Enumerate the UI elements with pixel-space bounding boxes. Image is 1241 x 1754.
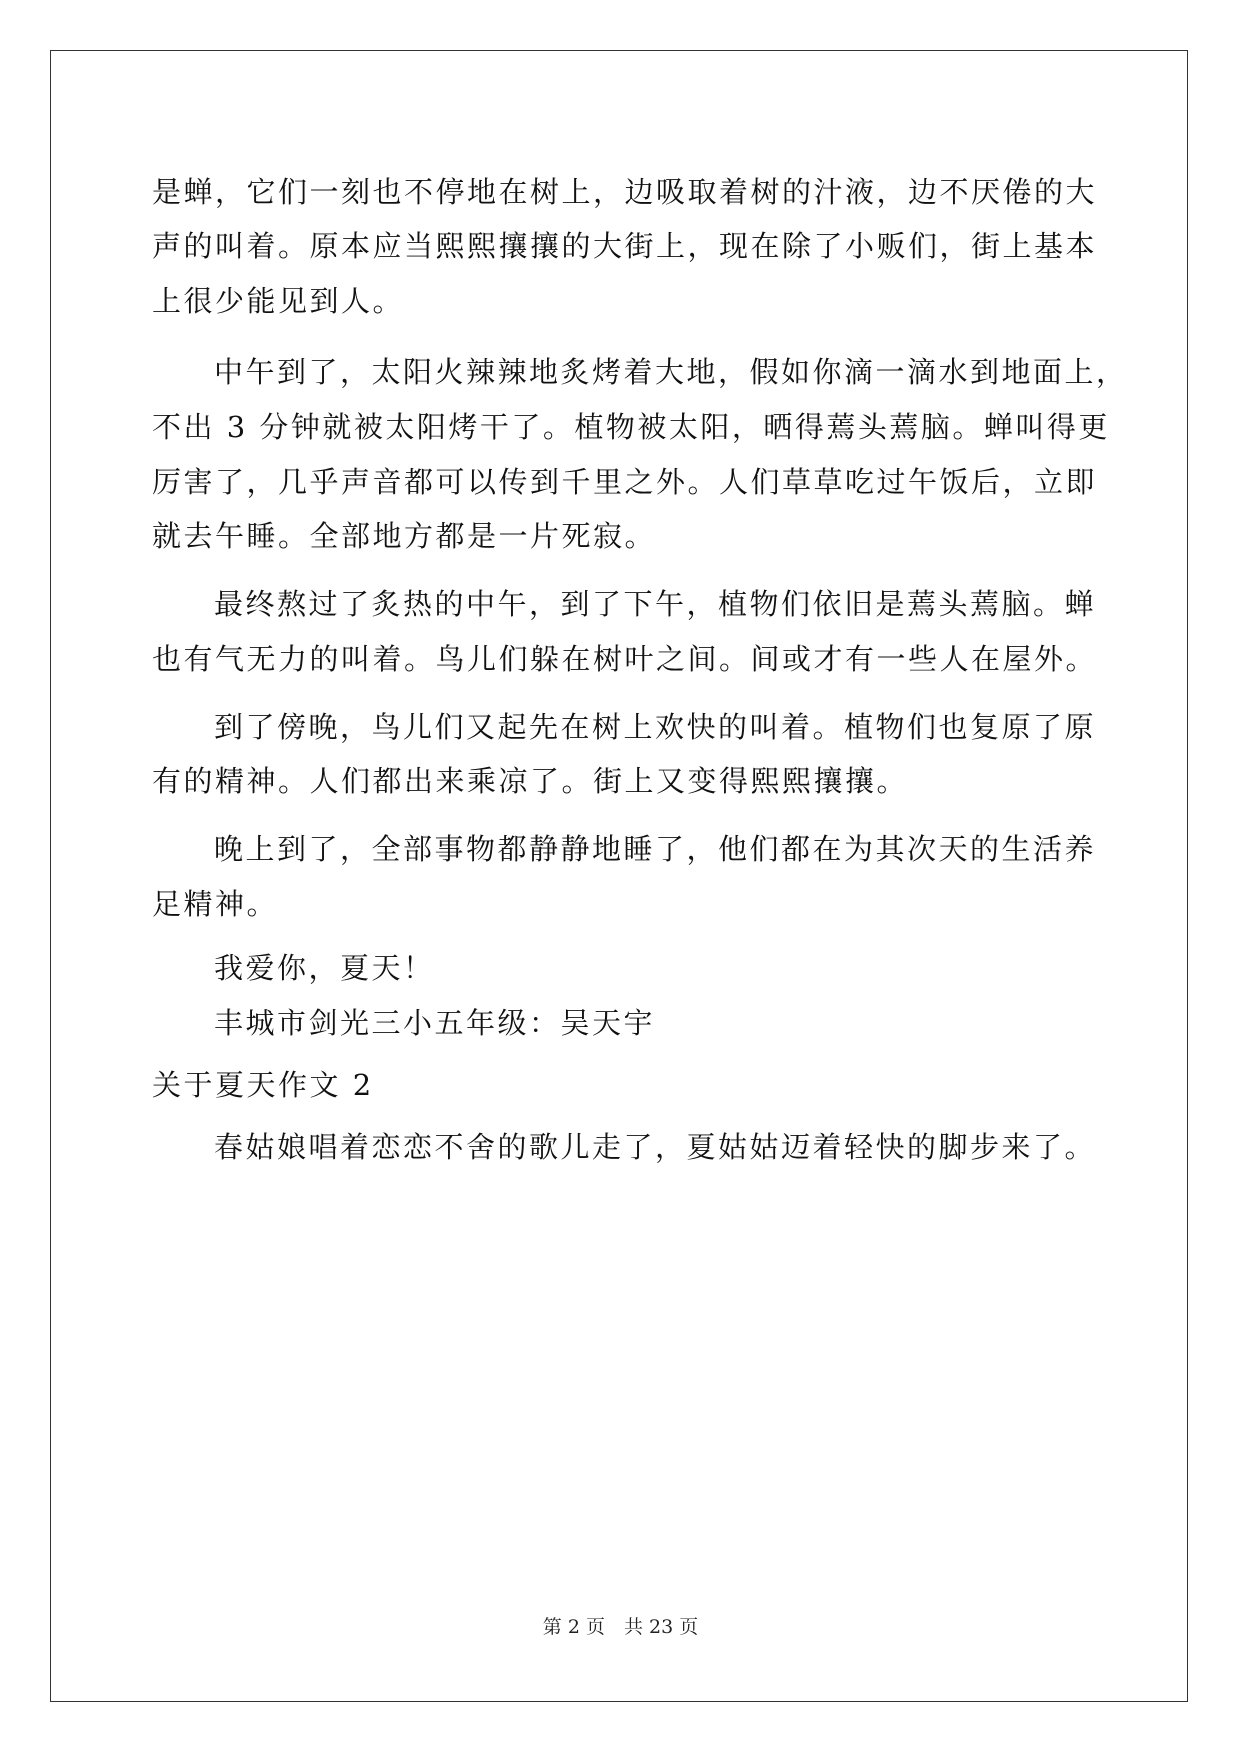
text-line: 最终熬过了炙热的中午，到了下午，植物们依旧是蔫头蔫脑。蝉 (214, 587, 1097, 621)
text-line: 声的叫着。原本应当熙熙攘攘的大街上，现在除了小贩们，街上基本 (152, 229, 1098, 263)
page-number: 第 2 页 共 23 页 (542, 1616, 699, 1638)
text-line: 也有气无力的叫着。鸟儿们躲在树叶之间。间或才有一些人在屋外。 (152, 642, 1098, 676)
text-line: 足精神。 (152, 887, 279, 921)
text-line: 到了傍晚，鸟儿们又起先在树上欢快的叫着。植物们也复原了原 (214, 710, 1097, 744)
text-line: 不出 3 分钟就被太阳烤干了。植物被太阳，晒得蔫头蔫脑。蝉叫得更 (152, 410, 1110, 444)
section-heading: 关于夏天作文 2 (152, 1068, 374, 1102)
text-line: 有的精神。人们都出来乘凉了。街上又变得熙熙攘攘。 (152, 764, 909, 798)
text-line: 春姑娘唱着恋恋不舍的歌儿走了，夏姑姑迈着轻快的脚步来了。 (214, 1130, 1097, 1164)
text-line: 厉害了，几乎声音都可以传到千里之外。人们草草吃过午饭后，立即 (152, 465, 1098, 499)
text-line: 晚上到了，全部事物都静静地睡了，他们都在为其次天的生活养 (214, 832, 1097, 866)
text-line: 上很少能见到人。 (152, 284, 405, 318)
text-line: 是蝉，它们一刻也不停地在树上，边吸取着树的汁液，边不厌倦的大 (152, 175, 1098, 209)
text-line: 中午到了，太阳火辣辣地炙烤着大地，假如你滴一滴水到地面上， (214, 355, 1128, 389)
text-line: 丰城市剑光三小五年级：吴天宇 (214, 1006, 656, 1040)
text-line: 就去午睡。全部地方都是一片死寂。 (152, 519, 657, 553)
text-line: 我爱你，夏天！ (214, 951, 435, 985)
